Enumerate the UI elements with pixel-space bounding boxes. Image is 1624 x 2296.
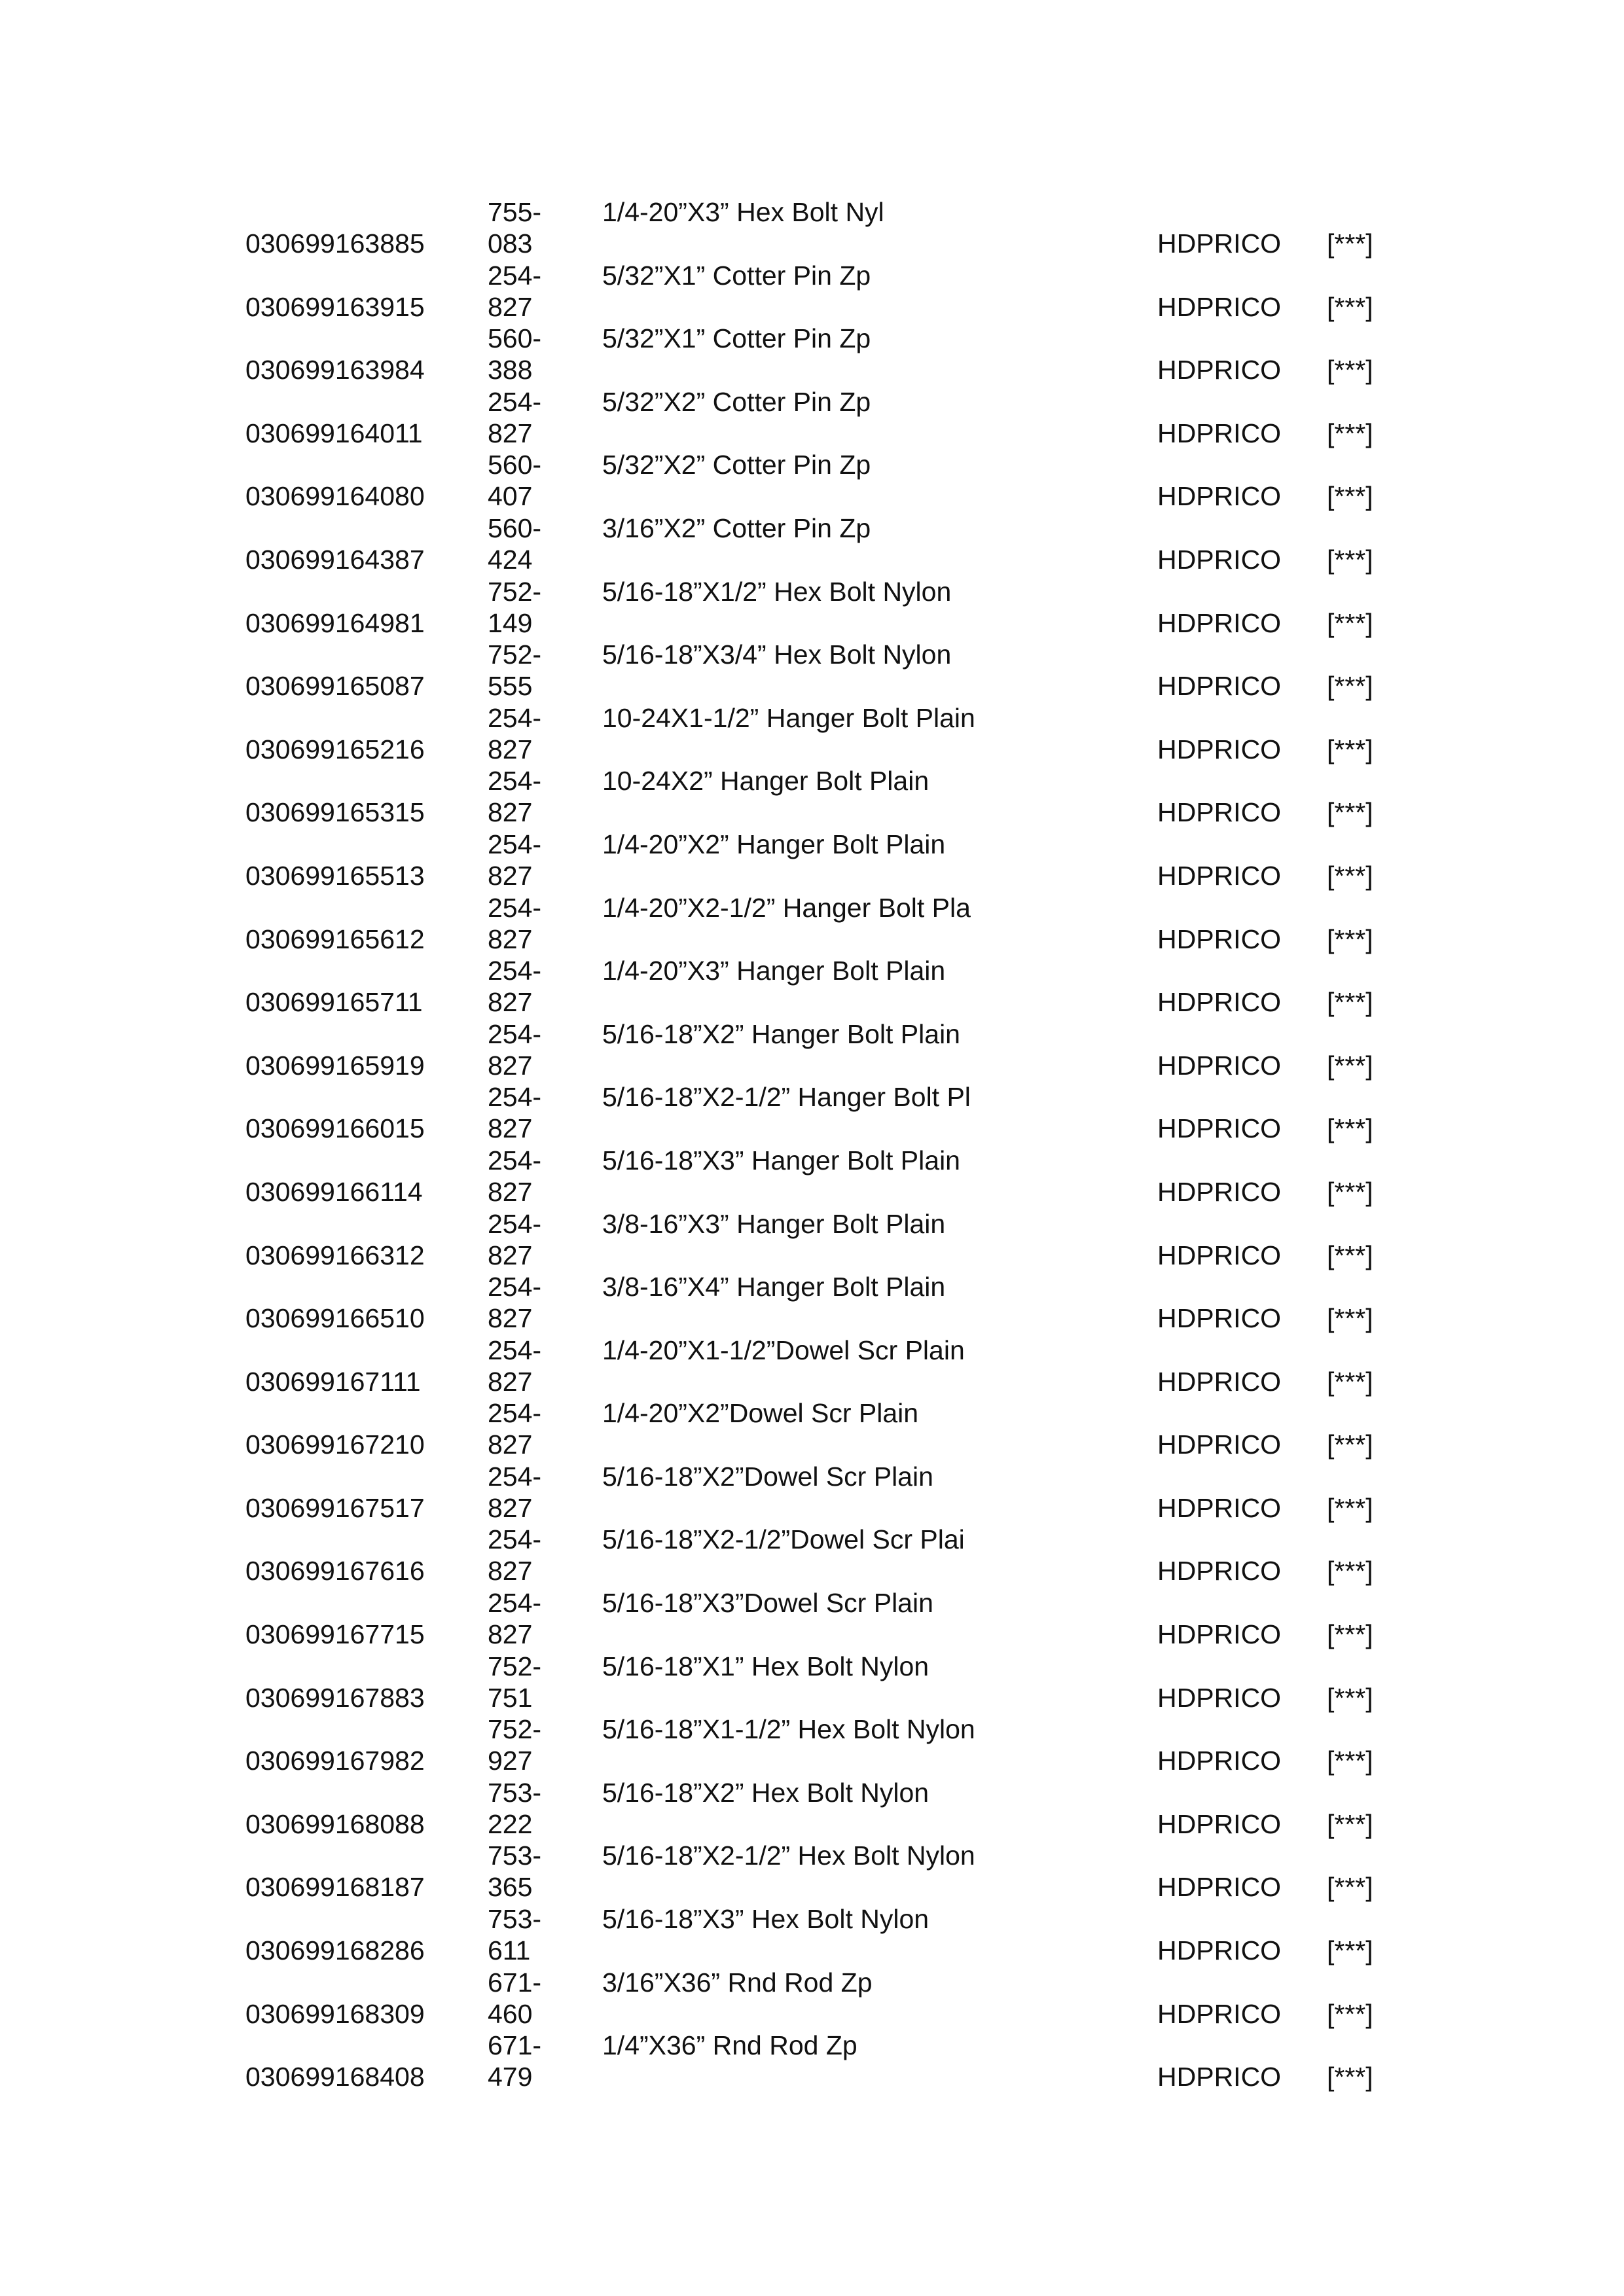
list-item <box>0 260 1624 323</box>
price-code: HDPRICO <box>1157 1240 1282 1270</box>
sku-number-prefix: 254- <box>488 829 542 859</box>
sku-number-prefix: 560- <box>488 450 542 480</box>
upc-number: 030699164080 <box>245 481 425 512</box>
item-description: 5/16-18”X3/4” Hex Bolt Nylon <box>602 639 952 670</box>
list-item <box>0 386 1624 450</box>
item-description: 10-24X1-1/2” Hanger Bolt Plain <box>602 702 975 733</box>
sku-number-prefix: 254- <box>488 1208 542 1239</box>
redacted-marker: [***] <box>1327 1808 1373 1839</box>
upc-number: 030699165612 <box>245 924 425 954</box>
item-description: 1/4-20”X2” Hanger Bolt Plain <box>602 829 946 859</box>
list-item <box>0 702 1624 766</box>
sku-number-suffix: 827 <box>488 1619 533 1650</box>
price-code: HDPRICO <box>1157 1998 1282 2029</box>
upc-number: 030699167517 <box>245 1492 425 1523</box>
price-code: HDPRICO <box>1157 481 1282 512</box>
price-code: HDPRICO <box>1157 671 1282 702</box>
item-description: 5/16-18”X1/2” Hex Bolt Nylon <box>602 576 952 607</box>
list-item <box>0 1397 1624 1461</box>
list-item <box>0 1713 1624 1777</box>
sku-number-suffix: 460 <box>488 1998 533 2029</box>
sku-number-suffix: 827 <box>488 734 533 764</box>
sku-number-suffix: 827 <box>488 1176 533 1207</box>
sku-number-prefix: 254- <box>488 1588 542 1619</box>
price-code: HDPRICO <box>1157 1366 1282 1397</box>
list-item <box>0 196 1624 260</box>
list-item <box>0 1524 1624 1587</box>
list-item <box>0 512 1624 576</box>
item-description: 5/16-18”X2-1/2”Dowel Scr Plai <box>602 1524 965 1555</box>
upc-number: 030699165087 <box>245 671 425 702</box>
sku-number-suffix: 927 <box>488 1746 533 1776</box>
list-item <box>0 765 1624 829</box>
sku-number-prefix: 560- <box>488 512 542 543</box>
item-description: 5/16-18”X1” Hex Bolt Nylon <box>602 1651 929 1681</box>
upc-number: 030699164981 <box>245 607 425 638</box>
price-code: HDPRICO <box>1157 860 1282 891</box>
sku-number-suffix: 827 <box>488 1303 533 1334</box>
redacted-marker: [***] <box>1327 1746 1373 1776</box>
list-item <box>0 892 1624 956</box>
redacted-marker: [***] <box>1327 481 1373 512</box>
list-item <box>0 323 1624 386</box>
sku-number-suffix: 827 <box>488 1113 533 1144</box>
sku-number-prefix: 752- <box>488 1651 542 1681</box>
list-item <box>0 639 1624 702</box>
price-code: HDPRICO <box>1157 418 1282 448</box>
redacted-marker: [***] <box>1327 1998 1373 2029</box>
list-item <box>0 449 1624 512</box>
item-description: 1/4-20”X3” Hex Bolt Nyl <box>602 197 884 227</box>
upc-number: 030699165919 <box>245 1050 425 1081</box>
upc-number: 030699164387 <box>245 544 425 575</box>
item-description: 5/16-18”X3” Hex Bolt Nylon <box>602 1904 929 1935</box>
sku-number-suffix: 479 <box>488 2062 533 2092</box>
upc-number: 030699165711 <box>245 987 423 1018</box>
item-description: 1/4-20”X1-1/2”Dowel Scr Plain <box>602 1335 965 1365</box>
list-item <box>0 1587 1624 1651</box>
sku-number-prefix: 254- <box>488 1272 542 1302</box>
upc-number: 030699164011 <box>245 418 423 448</box>
list-item <box>0 1967 1624 2030</box>
upc-number: 030699167715 <box>245 1619 425 1650</box>
redacted-marker: [***] <box>1327 1619 1373 1650</box>
list-item <box>0 1777 1624 1840</box>
price-code: HDPRICO <box>1157 1935 1282 1966</box>
item-description: 1/4-20”X2-1/2” Hanger Bolt Pla <box>602 892 971 923</box>
price-code: HDPRICO <box>1157 1872 1282 1903</box>
item-description: 10-24X2” Hanger Bolt Plain <box>602 766 929 797</box>
price-code: HDPRICO <box>1157 1619 1282 1650</box>
price-code: HDPRICO <box>1157 1113 1282 1144</box>
upc-number: 030699166510 <box>245 1303 425 1334</box>
price-code: HDPRICO <box>1157 1682 1282 1713</box>
list-item <box>0 1840 1624 1903</box>
price-code: HDPRICO <box>1157 924 1282 954</box>
sku-number-prefix: 254- <box>488 1082 542 1113</box>
list-item <box>0 1081 1624 1145</box>
sku-number-suffix: 751 <box>488 1682 533 1713</box>
sku-number-prefix: 671- <box>488 2030 542 2061</box>
item-description: 5/16-18”X2” Hex Bolt Nylon <box>602 1777 929 1808</box>
price-code: HDPRICO <box>1157 1492 1282 1523</box>
upc-number: 030699165315 <box>245 797 425 828</box>
redacted-marker: [***] <box>1327 1556 1373 1587</box>
item-description: 1/4-20”X2”Dowel Scr Plain <box>602 1398 919 1429</box>
sku-number-prefix: 753- <box>488 1904 542 1935</box>
item-description: 5/16-18”X2” Hanger Bolt Plain <box>602 1018 960 1049</box>
redacted-marker: [***] <box>1327 1872 1373 1903</box>
item-list <box>0 196 1624 2093</box>
upc-number: 030699168309 <box>245 1998 425 2029</box>
redacted-marker: [***] <box>1327 355 1373 386</box>
redacted-marker: [***] <box>1327 734 1373 764</box>
upc-number: 030699167883 <box>245 1682 425 1713</box>
sku-number-suffix: 611 <box>488 1935 531 1966</box>
sku-number-prefix: 254- <box>488 702 542 733</box>
list-item <box>0 2030 1624 2093</box>
sku-number-prefix: 254- <box>488 1335 542 1365</box>
sku-number-suffix: 365 <box>488 1872 533 1903</box>
item-description: 3/8-16”X3” Hanger Bolt Plain <box>602 1208 946 1239</box>
list-item <box>0 1335 1624 1398</box>
upc-number: 030699166312 <box>245 1240 425 1270</box>
price-code: HDPRICO <box>1157 1176 1282 1207</box>
redacted-marker: [***] <box>1327 418 1373 448</box>
upc-number: 030699165216 <box>245 734 425 764</box>
list-item <box>0 1271 1624 1335</box>
item-description: 1/4”X36” Rnd Rod Zp <box>602 2030 857 2061</box>
redacted-marker: [***] <box>1327 797 1373 828</box>
item-description: 5/16-18”X3” Hanger Bolt Plain <box>602 1145 960 1175</box>
redacted-marker: [***] <box>1327 1492 1373 1523</box>
redacted-marker: [***] <box>1327 228 1373 259</box>
upc-number: 030699168408 <box>245 2062 425 2092</box>
upc-number: 030699166114 <box>245 1176 423 1207</box>
sku-number-suffix: 222 <box>488 1808 533 1839</box>
item-description: 5/16-18”X1-1/2” Hex Bolt Nylon <box>602 1714 975 1745</box>
item-description: 1/4-20”X3” Hanger Bolt Plain <box>602 956 946 986</box>
upc-number: 030699167616 <box>245 1556 425 1587</box>
sku-number-prefix: 560- <box>488 323 542 354</box>
list-item <box>0 1018 1624 1082</box>
list-item <box>0 829 1624 892</box>
price-code: HDPRICO <box>1157 1050 1282 1081</box>
upc-number: 030699168088 <box>245 1808 425 1839</box>
price-code: HDPRICO <box>1157 2062 1282 2092</box>
redacted-marker: [***] <box>1327 860 1373 891</box>
item-description: 5/32”X1” Cotter Pin Zp <box>602 323 871 354</box>
upc-number: 030699167982 <box>245 1746 425 1776</box>
sku-number-suffix: 827 <box>488 924 533 954</box>
sku-number-suffix: 407 <box>488 481 533 512</box>
list-item <box>0 1145 1624 1208</box>
item-description: 5/32”X2” Cotter Pin Zp <box>602 386 871 417</box>
redacted-marker: [***] <box>1327 671 1373 702</box>
price-code: HDPRICO <box>1157 1746 1282 1776</box>
sku-number-prefix: 254- <box>488 956 542 986</box>
item-description: 5/32”X1” Cotter Pin Zp <box>602 260 871 291</box>
sku-number-suffix: 827 <box>488 1429 533 1460</box>
list-item <box>0 1461 1624 1524</box>
price-code: HDPRICO <box>1157 1808 1282 1839</box>
upc-number: 030699163915 <box>245 291 425 322</box>
price-code: HDPRICO <box>1157 228 1282 259</box>
list-item <box>0 955 1624 1018</box>
price-code: HDPRICO <box>1157 1429 1282 1460</box>
redacted-marker: [***] <box>1327 544 1373 575</box>
redacted-marker: [***] <box>1327 2062 1373 2092</box>
list-item <box>0 576 1624 639</box>
item-description: 3/8-16”X4” Hanger Bolt Plain <box>602 1272 946 1302</box>
sku-number-prefix: 254- <box>488 260 542 291</box>
item-description: 5/32”X2” Cotter Pin Zp <box>602 450 871 480</box>
upc-number: 030699166015 <box>245 1113 425 1144</box>
sku-number-prefix: 254- <box>488 1018 542 1049</box>
upc-number: 030699167210 <box>245 1429 425 1460</box>
sku-number-suffix: 827 <box>488 1240 533 1270</box>
upc-number: 030699163984 <box>245 355 425 386</box>
item-description: 5/16-18”X2-1/2” Hex Bolt Nylon <box>602 1840 975 1871</box>
sku-number-prefix: 254- <box>488 1461 542 1492</box>
redacted-marker: [***] <box>1327 607 1373 638</box>
sku-number-prefix: 254- <box>488 1145 542 1175</box>
sku-number-prefix: 752- <box>488 576 542 607</box>
list-item <box>0 1208 1624 1272</box>
sku-number-suffix: 827 <box>488 291 533 322</box>
sku-number-suffix: 827 <box>488 418 533 448</box>
redacted-marker: [***] <box>1327 1935 1373 1966</box>
price-code: HDPRICO <box>1157 1303 1282 1334</box>
price-code: HDPRICO <box>1157 987 1282 1018</box>
price-code: HDPRICO <box>1157 797 1282 828</box>
upc-number: 030699165513 <box>245 860 425 891</box>
price-code: HDPRICO <box>1157 355 1282 386</box>
sku-number-suffix: 827 <box>488 1050 533 1081</box>
sku-number-suffix: 149 <box>488 607 533 638</box>
redacted-marker: [***] <box>1327 987 1373 1018</box>
redacted-marker: [***] <box>1327 1240 1373 1270</box>
sku-number-prefix: 755- <box>488 197 542 227</box>
redacted-marker: [***] <box>1327 291 1373 322</box>
sku-number-prefix: 254- <box>488 766 542 797</box>
item-description: 3/16”X36” Rnd Rod Zp <box>602 1967 873 1998</box>
redacted-marker: [***] <box>1327 1366 1373 1397</box>
sku-number-suffix: 555 <box>488 671 533 702</box>
upc-number: 030699167111 <box>245 1366 421 1397</box>
sku-number-prefix: 254- <box>488 892 542 923</box>
sku-number-suffix: 424 <box>488 544 533 575</box>
sku-number-prefix: 254- <box>488 386 542 417</box>
price-code: HDPRICO <box>1157 1556 1282 1587</box>
sku-number-suffix: 827 <box>488 1556 533 1587</box>
redacted-marker: [***] <box>1327 1682 1373 1713</box>
price-code: HDPRICO <box>1157 544 1282 575</box>
upc-number: 030699168286 <box>245 1935 425 1966</box>
list-item <box>0 1651 1624 1714</box>
sku-number-prefix: 671- <box>488 1967 542 1998</box>
item-description: 5/16-18”X2-1/2” Hanger Bolt Pl <box>602 1082 971 1113</box>
sku-number-prefix: 753- <box>488 1777 542 1808</box>
price-code: HDPRICO <box>1157 291 1282 322</box>
sku-number-prefix: 254- <box>488 1398 542 1429</box>
sku-number-suffix: 827 <box>488 987 533 1018</box>
redacted-marker: [***] <box>1327 1050 1373 1081</box>
redacted-marker: [***] <box>1327 1113 1373 1144</box>
sku-number-suffix: 827 <box>488 797 533 828</box>
item-description: 5/16-18”X3”Dowel Scr Plain <box>602 1588 933 1619</box>
sku-number-suffix: 827 <box>488 1492 533 1523</box>
sku-number-prefix: 752- <box>488 1714 542 1745</box>
list-item <box>0 1903 1624 1967</box>
redacted-marker: [***] <box>1327 1303 1373 1334</box>
sku-number-prefix: 753- <box>488 1840 542 1871</box>
sku-number-suffix: 827 <box>488 860 533 891</box>
item-description: 5/16-18”X2”Dowel Scr Plain <box>602 1461 933 1492</box>
sku-number-suffix: 827 <box>488 1366 533 1397</box>
upc-number: 030699168187 <box>245 1872 425 1903</box>
redacted-marker: [***] <box>1327 924 1373 954</box>
sku-number-prefix: 752- <box>488 639 542 670</box>
redacted-marker: [***] <box>1327 1429 1373 1460</box>
price-code: HDPRICO <box>1157 607 1282 638</box>
item-description: 3/16”X2” Cotter Pin Zp <box>602 512 871 543</box>
sku-number-suffix: 083 <box>488 228 533 259</box>
price-code: HDPRICO <box>1157 734 1282 764</box>
upc-number: 030699163885 <box>245 228 425 259</box>
sku-number-prefix: 254- <box>488 1524 542 1555</box>
sku-number-suffix: 388 <box>488 355 533 386</box>
redacted-marker: [***] <box>1327 1176 1373 1207</box>
